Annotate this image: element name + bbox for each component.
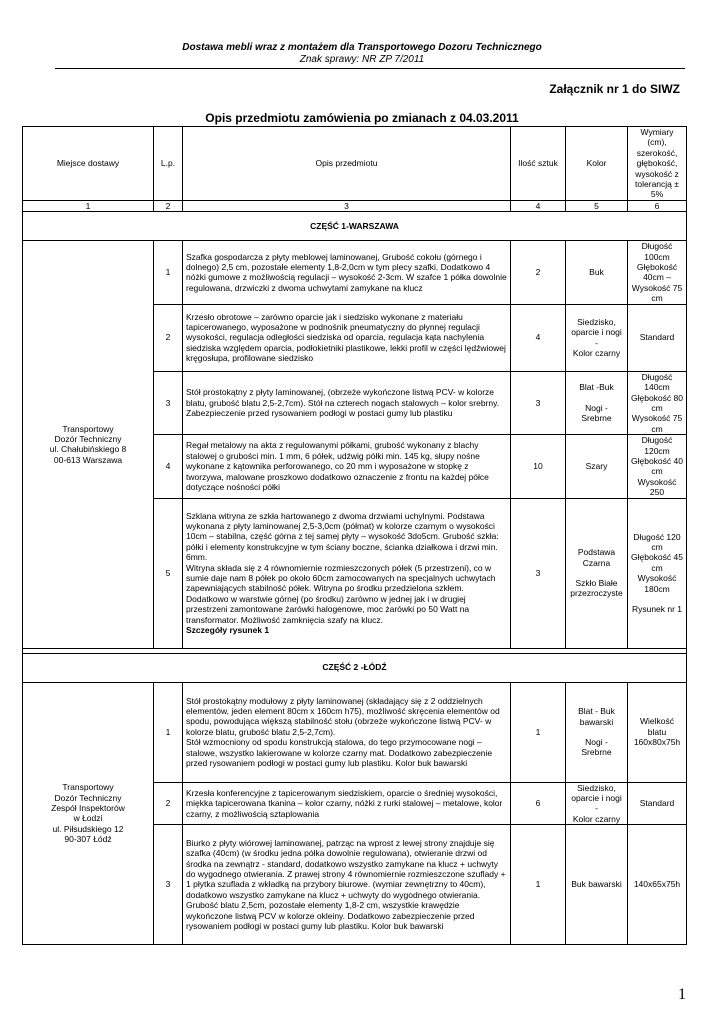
col-header-dims: Wymiary (cm), szerokość, głębokość, wysokość z tolerancją ± 5%: [628, 127, 687, 201]
desc-paragraph: Stół wzmocniony od spodu konstrukcją stalowa, do tego przymocowane nogi – stalowe, wszystko lakierowane w kolorze czarny mat. Dodatkowo zabezpieczenie przed rysowaniem podłogi w postaci gumy lub plastiku. Kolor buk bawarski: [186, 737, 493, 769]
item-description: Szafka gospodarcza z płyty meblowej laminowanej, Grubość cokołu (górnego i dolnego) 2,5 cm, pozostałe elementy 1,8-2,0cm w tym plecy szafki. Dodatkowo 4 nóżki gumowe z możliwością regulacji – wysokość 2-3cm. W szafce 1 półka dowolnie regulowana, drzwiczki z dwoma uchwytami zamykane na klucz: [183, 241, 511, 304]
item-color: [566, 304, 628, 371]
col-header-color: Kolor: [566, 127, 628, 201]
col-number: 4: [511, 200, 566, 211]
table-row: [23, 241, 687, 304]
dims-line: Wysokość 75 cm: [631, 282, 683, 304]
item-description: Biurko z płyty wiórowej laminowanej, patrząc na wprost z lewej strony znajduje się szafka (40cm) (w środku jedna półka dowolnie regulowana), otwieranie drzwi od środka na zewnątrz - standard, dodatkowo wszystko zamykane na klucz + uchwyty do wygodnego otwierania. Z prawej strony 4 równomiernie rozmieszczone szuflady + 1 płytka szuflada z wkładką na przybory biurowe. (wymiar zewnętrzny to 40cm), dodatkowo wszystko zamykane na klucz + uchwyty do wygodnego otwierania. Grubość blatu 2,5cm, pozostałe elementy 1,8-2 cm, wszystkie krawędzie wykończone listwą PCV w kolorze okleiny. Dodatkowo zabezpieczenie przed rysowaniem podłogi w postaci gumy lub plastiku. Kolor buk bawarski: [183, 825, 511, 945]
dims-line: Głębokość 40cm –: [636, 262, 678, 283]
item-description: Krzesło obrotowe – zarówno oparcie jak i siedzisko wykonane z materiału tapicerowanego, wyposażone w podnośnik pneumatyczny do płynnej regulacji wysokości, regulacja odległości siedziska od oparcia, regulacja kąta nachylenia siedziska względem oparcia, podłokietniki plastikowe, lekki profil w części lędźwiowej kręgosłupa, profilowane siedzisko: [183, 304, 511, 371]
item-quantity: 1: [511, 682, 566, 782]
row-lp: 2: [154, 782, 183, 825]
item-quantity: 3: [511, 371, 566, 434]
page-number: 1: [678, 986, 686, 1003]
location-line: Transportowy: [62, 423, 114, 434]
delivery-location-warszawa: [23, 241, 154, 648]
color-line: Kolor czarny: [572, 813, 621, 824]
dims-line: Wysokość 180cm: [637, 573, 677, 594]
color-spacer: [569, 727, 624, 737]
dims-spacer: [631, 594, 683, 604]
item-dimensions: [628, 371, 687, 434]
color-line: oparcie i nogi -: [571, 792, 622, 814]
drawing-reference: Szczegóły rysunek 1: [186, 625, 270, 636]
dims-line: Długość 120 cm: [633, 531, 681, 553]
section-1-header: [23, 212, 687, 241]
color-line: Blat - Buk: [578, 706, 615, 717]
item-dimensions: [628, 782, 687, 825]
location-line: ul. Piłsudskiego 12: [52, 823, 124, 834]
delivery-location-lodz: [23, 682, 154, 945]
item-dimensions: [628, 304, 687, 371]
row-lp: 2: [154, 304, 183, 371]
item-quantity: 10: [511, 435, 566, 498]
color-line: oparcie i nogi -: [571, 327, 622, 348]
desc-paragraph: Szklana witryna ze szkła hartowanego z dwoma drzwiami uchylnymi. Podstawa wykonana z płyty laminowanej 2,5-3,0cm (półmat) w kolorze czarnym o wysokości 10cm – stabilna, część górna z tej samej płyty – wysokość 3do5cm. Grubość szkła: półki i elementy konstrukcyjne w tym ściany boczne, ścianka działkowa i drzwi min. 6mm.: [186, 510, 499, 563]
col-header-place: Miejsce dostawy: [23, 127, 154, 201]
item-quantity: 6: [511, 782, 566, 825]
row-lp: 1: [154, 241, 183, 304]
location-line: ul. Chałubińskiego 8: [49, 444, 127, 455]
item-dimensions: [628, 682, 687, 782]
dims-line: Długość 100cm: [641, 241, 673, 262]
item-color: [566, 435, 628, 498]
dims-line: Standard: [639, 332, 675, 343]
location-line: Dozór Techniczny: [54, 792, 122, 803]
section-2-title: CZĘŚĆ 2 -ŁÓDŹ: [23, 653, 687, 682]
item-quantity: 2: [511, 241, 566, 304]
desc-paragraph: Stół prostokątny modułowy z płyty laminowanej (składający się z 2 oddzielnych elementów, jeden element 80cm x 160cm h75), możliwość skręcenia elementów od spodu, powodująca większą stabilność stołu (obrzeże wykończone listwą PCV- w kolorze blatu, grubość blatu 2,5-2,7cm).: [186, 695, 500, 737]
item-dimensions: [628, 435, 687, 498]
document-header: [20, 42, 704, 66]
specification-table: [22, 126, 687, 945]
section-2-header: [23, 653, 687, 682]
color-line: Szkło Białe: [575, 578, 618, 589]
col-header-lp: L.p.: [154, 127, 183, 201]
dims-line: Długość 140cm: [641, 371, 673, 393]
color-line: Siedzisko,: [577, 782, 616, 793]
header-divider: [55, 68, 685, 69]
color-line: Buk: [589, 267, 604, 278]
item-dimensions: [628, 825, 687, 945]
table-header-row: [23, 127, 687, 201]
section-1-title: CZĘŚĆ 1-WARSZAWA: [23, 212, 687, 241]
item-dimensions: [628, 241, 687, 304]
item-color: [566, 825, 628, 945]
color-line: przezroczyste: [570, 588, 623, 599]
item-dimensions: [628, 498, 687, 648]
location-line: 90-307 Łódź: [64, 834, 112, 845]
dims-line: Głębokość 40 cm: [631, 455, 683, 477]
dims-line: Długość 120cm: [641, 435, 673, 456]
color-line: Podstawa: [577, 547, 616, 558]
col-number: 2: [154, 200, 183, 211]
color-line: bawarski: [579, 716, 614, 727]
row-lp: 3: [154, 371, 183, 434]
color-spacer: [569, 393, 624, 403]
col-number: 6: [628, 200, 687, 211]
item-description: [183, 682, 511, 782]
item-quantity: 4: [511, 304, 566, 371]
annex-label: Załącznik nr 1 do SIWZ: [549, 82, 680, 96]
color-spacer: [569, 568, 624, 578]
dims-line: Standard: [639, 798, 675, 809]
location-line: Zespół Inspektorów: [51, 802, 125, 813]
dims-line: Wysokość 75 cm: [631, 413, 683, 434]
table-row: [23, 682, 687, 782]
color-line: Nogi - Srebrne: [581, 737, 612, 758]
item-description: Krzesła konferencyjne z tapicerowanym siedziskiem, oparcie o średniej wysokości, miękka tapicerowana tkanina – kolor czarny, nóżki z rurki stalowej – metalowe, kolor czarny, z możliwością sztaplowania: [183, 782, 511, 825]
location-line: Transportowy: [62, 782, 114, 793]
row-lp: 4: [154, 435, 183, 498]
document-title: Dostawa mebli wraz z montażem dla Transportowego Dozoru Technicznego: [182, 42, 542, 53]
dims-line: Głębokość 80 cm: [631, 392, 683, 413]
item-color: [566, 498, 628, 648]
color-line: Nogi - Srebrne: [581, 402, 612, 424]
dims-line: 160x80x75h: [633, 737, 681, 748]
row-lp: 1: [154, 682, 183, 782]
color-line: Buk bawarski: [571, 879, 622, 890]
item-quantity: 3: [511, 498, 566, 648]
case-number: Znak sprawy: NR ZP 7/2011: [299, 54, 425, 65]
location-line: 00-613 Warszawa: [53, 454, 123, 465]
col-header-qty: Ilość sztuk: [511, 127, 566, 201]
item-color: [566, 682, 628, 782]
row-lp: 5: [154, 498, 183, 648]
color-line: Blat -Buk: [579, 382, 614, 393]
dims-line: Głębokość 45 cm: [631, 552, 683, 573]
color-line: Kolor czarny: [572, 348, 621, 359]
col-number: 3: [183, 200, 511, 211]
item-color: [566, 782, 628, 825]
item-color: [566, 371, 628, 434]
dims-line: Rysunek nr 1: [631, 604, 683, 615]
color-line: Siedzisko,: [577, 316, 616, 327]
desc-paragraph: Witryna składa się z 4 równomiernie rozmieszczonych półek (5 przestrzeni), co w sumie daje nam 8 półek po około 60cm zamocowanych na specjalnych uchwytach zapewniających stabilność półek. Witryna po środku przedzielona szkłem.: [186, 562, 496, 594]
dims-line: 140x65x75h: [633, 879, 681, 890]
item-description: Stół prostokątny z płyty laminowanej, (obrzeże wykończone listwą PCV- w kolorze blatu, grubość blatu 2,5-2,7cm). Stół na czterech nogach stalowych – kolor srebrny. Zabezpieczenie przed rysowaniem podłogi w postaci gumy lub plastiku: [183, 371, 511, 434]
location-line: Dozór Techniczny: [54, 434, 122, 444]
col-number: 5: [566, 200, 628, 211]
item-description: [183, 498, 511, 648]
item-color: [566, 241, 628, 304]
item-quantity: 1: [511, 825, 566, 945]
desc-paragraph: Dodatkowo w warstwie górnej (po środku) zarówno w jednej jak i w drugiej przestrzeni zamontowane żarówki halogenowe, moc żarówki po 50 Watt na transformator. Możliwość zamknięcia szafy na klucz.: [186, 593, 470, 625]
location-line: w Łodzi: [73, 813, 103, 824]
item-description: Regał metalowy na akta z regulowanymi półkami, grubość wykonany z blachy stalowej o grubości min. 1 mm, 6 półek, udźwig półki min. 145 kg, słupy nośne wykonane z kątownika perforowanego, co 20 mm i wyposażone w stopkę z tworzywa, malowane proszkowo dodatkowo oznaczenie z frontu na każdej półce dotyczące nośności półki: [183, 435, 511, 498]
subject-title: Opis przedmiotu zamówienia po zmianach z 04.03.2011: [205, 111, 519, 125]
dims-line: Wysokość 250: [637, 476, 677, 498]
row-lp: 3: [154, 825, 183, 945]
dims-line: Wielkość blatu: [639, 716, 674, 737]
color-line: Czarna: [582, 557, 611, 568]
col-number: 1: [23, 200, 154, 211]
column-number-row: [23, 200, 687, 211]
color-line: Szary: [585, 461, 608, 472]
col-header-desc: Opis przedmiotu: [183, 127, 511, 201]
